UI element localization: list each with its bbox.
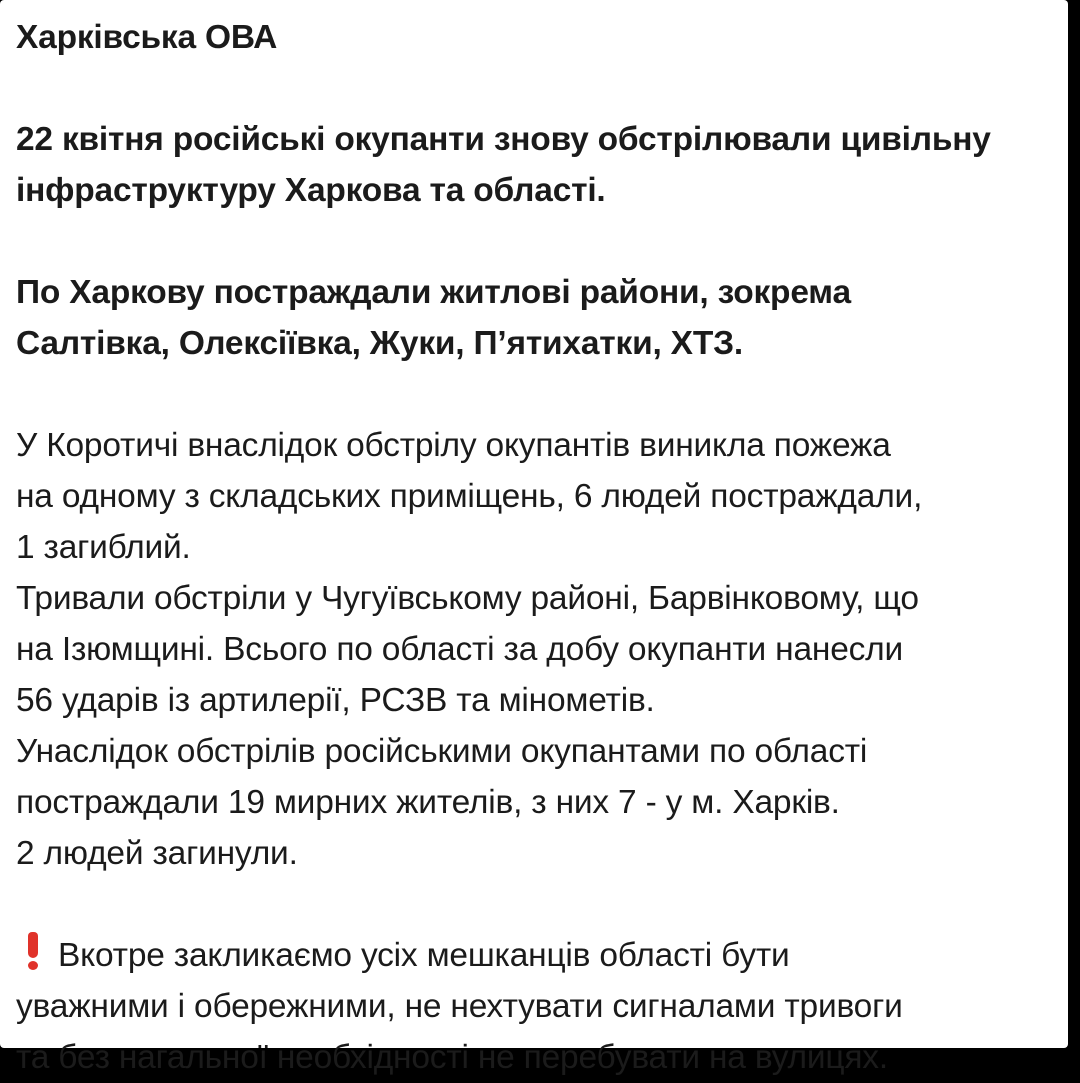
message-paragraph-2: По Харкову постраждали житлові райони, зокрема Салтівка, Олексіївка, Жуки, П’ятихатки, ХТЗ. [16,274,851,362]
message-paragraph-4: Вкотре закликаємо усіх мешканців області бути уважними і обережними, не нехтувати сигналами тривоги та без нагальної необхідності не перебувати на вулицях. [16,937,903,1076]
exclamation-icon [26,930,40,970]
message-paragraph-4-container [16,930,1056,1083]
channel-name[interactable]: Харківська ОВА [16,19,278,56]
spacer [16,369,1056,420]
spacer [16,216,1056,267]
spacer [16,879,1056,930]
message-paragraph-3: У Коротичі внаслідок обстрілу окупантів виникла пожежа на одному з складських приміщень, 6 людей постраждали, 1 загиблий. Тривали обстріли у Чугуївському районі, Барвінковому, що на Ізюмщині. Всього по області за добу окупанти нанесли 56 ударів із артилерії, РСЗВ та мінометів. Унаслідок обстрілів російськими окупантами по області постраждали 19 мирних жителів, з них 7 - у м. Харків. 2 людей загинули. [16,427,923,872]
message-paragraph-1: 22 квітня російські окупанти знову обстрілювали цивільну інфраструктуру Харкова та області. [16,121,991,209]
spacer [16,63,1056,114]
